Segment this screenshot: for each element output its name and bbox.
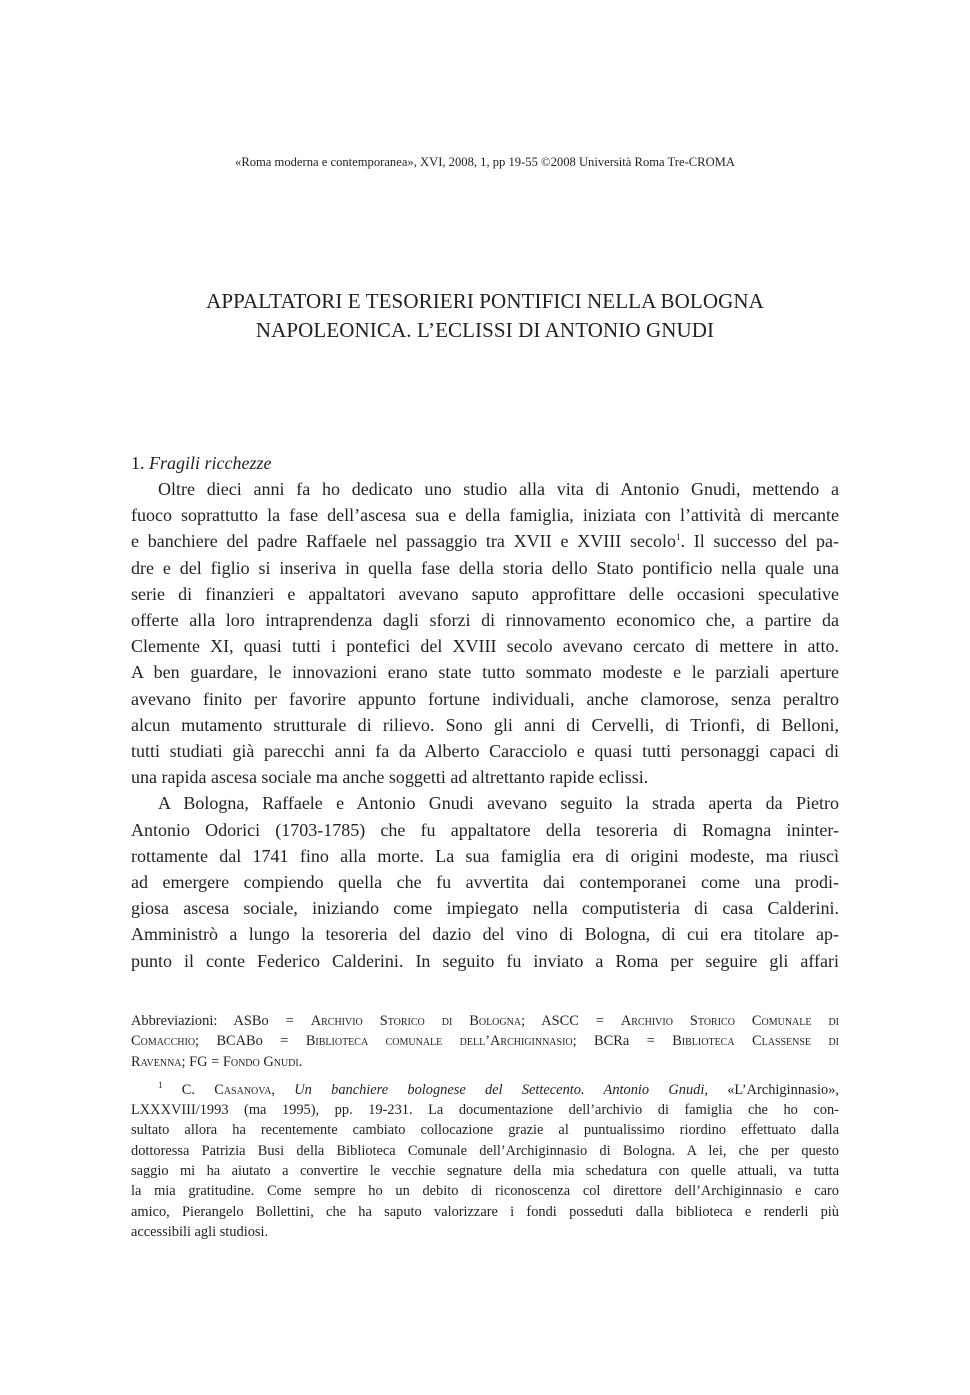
article-title-line: APPALTATORI E TESORIERI PONTIFICI NELLA BOLOGNA [206, 289, 764, 313]
text-line: Oltre dieci anni fa ho dedicato uno studio alla vita di Antonio Gnudi, mettendo a [158, 479, 839, 499]
note-line [131, 1080, 839, 1100]
section-number: 1. [131, 453, 145, 473]
text-line: alcun mutamento strutturale di rilievo. Sono gli anni di Cervelli, di Trionfi, di Belloni, [131, 714, 839, 735]
note-line: accessibili agli studiosi. [131, 1223, 269, 1240]
text-line: tutti studiati già parecchi anni fa da Alberto Caracciolo e quasi tutti personaggi capaci di [131, 741, 839, 762]
text-line: Clemente XI, quasi tutti i pontefici del XVIII secolo avevano cercato di mettere in atto. [131, 636, 839, 657]
abbreviation-expansion: Comacchio [131, 1033, 196, 1050]
abbreviation-expansion: Archivio Storico Comunale di [620, 1013, 840, 1029]
section-heading [131, 450, 271, 476]
note-text: . [298, 1053, 303, 1070]
text-line: una rapida ascesa sociale ma anche soggetti ad altrettanto rapide eclissi. [131, 767, 649, 788]
text-line: offerte alla loro intraprendenza dagli sforzi di rinnovamento economico che, a partire da [131, 610, 839, 631]
note-text: , [271, 1081, 295, 1098]
running-head: «Roma moderna e contemporanea», XVI, 2008, 1, pp 19-55 ©2008 Università Roma Tre-CROMA [235, 155, 735, 169]
section-title: Fragili ricchezze [149, 453, 272, 473]
note-line: la mia gratitudine. Come sempre ho un debito di riconoscenza col direttore dell’Archiginnasio e caro [131, 1183, 839, 1200]
text-line: dre e del figlio si inseriva in quella fase della storia dello Stato pontificio nella quale una [131, 557, 839, 578]
text-line-part: . Il successo del pa- [680, 531, 840, 552]
note-text: Abbreviazioni: ASBo = [131, 1013, 311, 1029]
footnotes [131, 1011, 839, 1242]
text-line: A Bologna, Raffaele e Antonio Gnudi avevano seguito la strada aperta da Pietro [158, 793, 839, 814]
text-line: Amministrò a lungo la tesoreria del dazio del vino di Bologna, di cui era titolare ap- [131, 924, 839, 945]
book-title: Un banchiere bolognese del Settecento. Antonio Gnudi [294, 1081, 705, 1098]
note-line: LXXXVIII/1993 (ma 1995), pp. 19-231. La documentazione dell’archivio di famiglia che ho con- [131, 1102, 839, 1119]
footnote-marker: 1 [158, 1080, 163, 1091]
note-line: saggio mi ha aiutato a convertire le vecchie segnature della mia schedatura con quelle attuali, va tutta [131, 1163, 839, 1180]
note-line [131, 1031, 839, 1051]
note-line [131, 1052, 839, 1072]
author-surname: Casanova [214, 1081, 272, 1098]
text-line: giosa ascesa sociale, iniziando come impiegato nella computisteria di casa Calderini. [131, 898, 839, 919]
article-title [100, 287, 870, 345]
text-line: serie di finanzieri e appaltatori avevano saputo approfittare delle occasioni speculative [131, 583, 839, 604]
note-text: ; BCABo = [195, 1033, 306, 1050]
note-line: dottoressa Patrizia Busi della Biblioteca Comunale dell’Archiginnasio di Bologna. A lei, che per questo [131, 1142, 839, 1159]
abbreviation-expansion: Fondo Gnudi [222, 1053, 299, 1070]
text-line: Antonio Odorici (1703-1785) che fu appaltatore della tesoreria di Romagna ininter- [131, 819, 839, 840]
text-line: fuoco soprattutto la fase dell’ascesa sua e della famiglia, iniziata con l’attività di mercante [131, 505, 839, 526]
note-line: sultato allora ha recentemente cambiato collocazione grazie al puntualissimo riordino effettuato dalla [131, 1122, 839, 1139]
article-title-line: NAPOLEONICA. L’ECLISSI DI ANTONIO GNUDI [255, 318, 715, 342]
footnote-ref-1[interactable]: 1 [675, 532, 681, 543]
abbreviation-expansion: Biblioteca comunale dell’Archiginnasio [305, 1033, 573, 1050]
text-line: A ben guardare, le innovazioni erano state tutto sommato modeste e le parziali aperture [131, 662, 839, 683]
footnote-1 [131, 1080, 839, 1242]
text-line: rottamente dal 1741 fino alla morte. La sua famiglia era di origini modeste, ma riuscì [131, 845, 839, 866]
body-text [131, 476, 839, 974]
abbreviation-expansion: Archivio Storico di Bologna [310, 1013, 522, 1029]
abbreviation-expansion: Biblioteca Classense di [672, 1033, 840, 1050]
abbreviations-note [131, 1011, 839, 1072]
journal-name: , «L’Archiginnasio», [704, 1081, 839, 1098]
paragraph [131, 790, 839, 973]
abbreviation-expansion: Ravenna [131, 1053, 182, 1070]
note-text: ; ASCC = [521, 1013, 621, 1029]
text-line-with-footnote [131, 528, 839, 554]
text-line: avevano finito per favorire appunto fortune individuali, anche clamorose, senza peraltro [131, 688, 839, 709]
author-initial: C. [181, 1081, 215, 1098]
paragraph [131, 476, 839, 790]
note-text: ; BCRa = [572, 1033, 673, 1050]
note-line [131, 1011, 839, 1031]
note-line: amico, Pierangelo Bollettini, che ha saputo valorizzare i fondi posseduti dalla biblioteca e renderli più [131, 1203, 839, 1220]
text-line-part: e banchiere del padre Raffaele nel passaggio tra XVII e XVIII secolo [131, 531, 676, 552]
text-line: punto il conte Federico Calderini. In seguito fu inviato a Roma per seguire gli affari [131, 950, 839, 971]
text-line: ad emergere compiendo quella che fu avvertita dai contemporanei come una prodi- [131, 872, 839, 893]
note-text: ; FG = [181, 1053, 223, 1070]
